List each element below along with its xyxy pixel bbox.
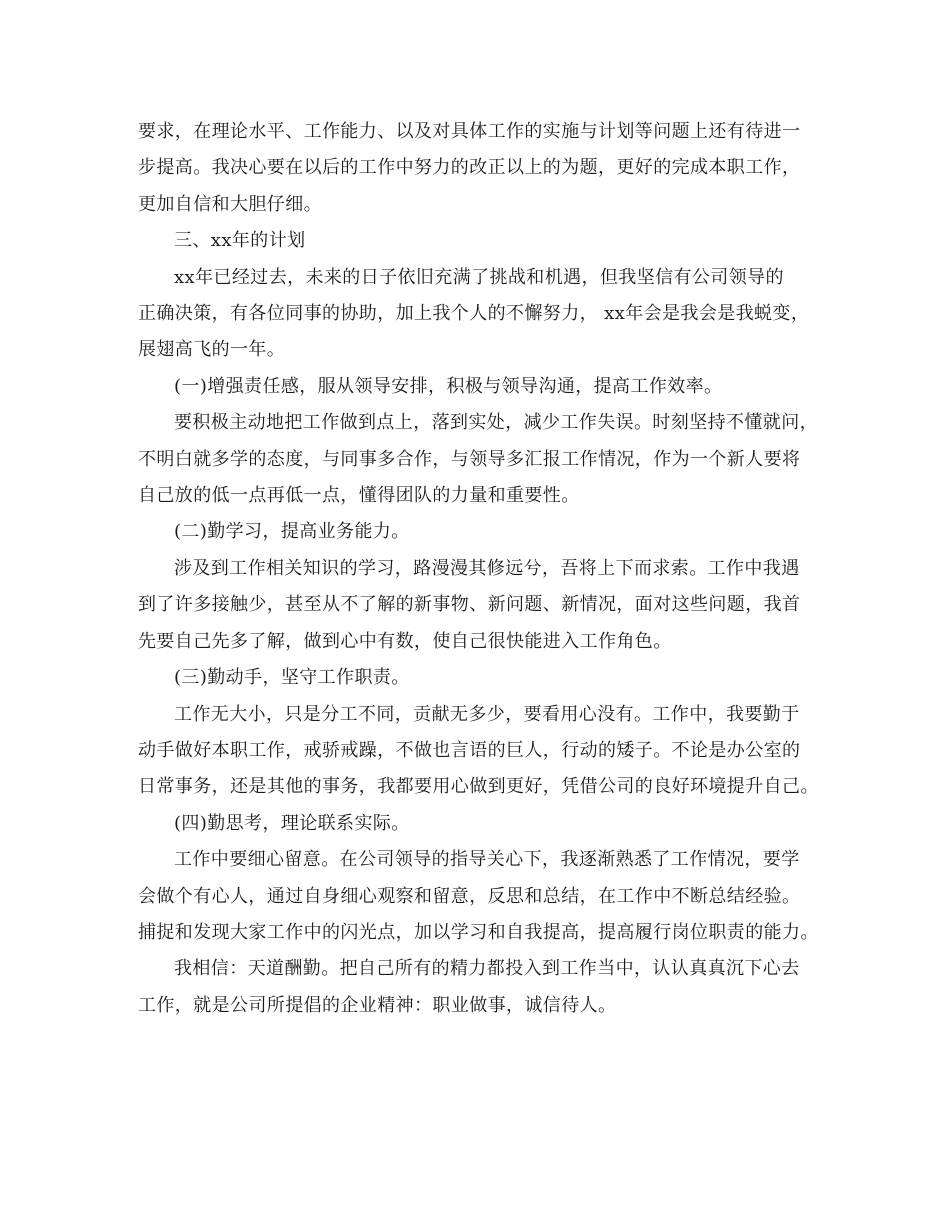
document-text-line: 要求，在理论水平、工作能力、以及对具体工作的实施与计划等问题上还有待进一 [138, 121, 801, 142]
document-text-line: 不明白就多学的态度，与同事多合作，与领导多汇报工作情况，作为一个新人要将 [138, 448, 801, 470]
document-text-line: 先要自己先多了解，做到心中有数，使自己很快能进入工作角色。 [138, 630, 672, 652]
document-text-line: (四)勤思考，理论联系实际。 [174, 812, 410, 834]
document-text-line: 工作中要细心留意。在公司领导的指导关心下，我逐渐熟悉了工作情况，要学 [174, 849, 800, 871]
document-text-line: 工作无大小，只是分工不同，贡献无多少，要看用心没有。工作中，我要勤于 [174, 703, 800, 725]
document-text-line: 要积极主动地把工作做到点上，落到实处，减少工作失误。时刻坚持不懂就问， [174, 412, 818, 434]
document-text-line: 工作，就是公司所提倡的企业精神：职业做事，诚信待人。 [138, 994, 617, 1016]
document-page [138, 114, 820, 1024]
document-text-line: (三)勤动手，坚守工作职责。 [174, 667, 410, 689]
document-text-line: 更加自信和大胆仔细。 [138, 193, 322, 215]
document-text-line: 我相信：天道酬勤。把自己所有的精力都投入到工作当中，认认真真沉下心去 [174, 958, 800, 980]
document-text-line: 捕捉和发现大家工作中的闪光点，加以学习和自我提高，提高履行岗位职责的能力。 [138, 921, 819, 943]
document-text-line: 日常事务，还是其他的事务，我都要用心做到更好，凭借公司的良好环境提升自己。 [138, 776, 819, 798]
document-text-line: (二)勤学习，提高业务能力。 [174, 521, 410, 543]
document-text-line: 展翅高飞的一年。 [138, 339, 286, 361]
document-text-line: 到了许多接触少，甚至从不了解的新事物、新问题、新情况，面对这些问题，我首 [138, 594, 801, 616]
document-text-line: 会做个有心人，通过自身细心观察和留意，反思和总结，在工作中不断总结经验。 [138, 885, 801, 907]
document-text-line: 步提高。我决心要在以后的工作中努力的改正以上的为题，更好的完成本职工作， [138, 157, 801, 179]
document-text-line: 三、xx年的计划 [174, 230, 306, 252]
document-text-line: 涉及到工作相关知识的学习，路漫漫其修远兮，吾将上下而求索。工作中我遇 [174, 557, 800, 579]
document-text-line: (一)增强责任感，服从领导安排，积极与领导沟通，提高工作效率。 [174, 375, 723, 397]
document-text-line: xx年已经过去，未来的日子依旧充满了挑战和机遇，但我坚信有公司领导的 [174, 266, 784, 288]
document-text-line: 正确决策，有各位同事的协助，加上我个人的不懈努力， xx年会是我会是我蜕变， [138, 303, 810, 325]
document-text-line: 动手做好本职工作，戒骄戒躁，不做也言语的巨人，行动的矮子。不论是办公室的 [138, 739, 801, 761]
document-text-line: 自己放的低一点再低一点，懂得团队的力量和重要性。 [138, 485, 580, 507]
